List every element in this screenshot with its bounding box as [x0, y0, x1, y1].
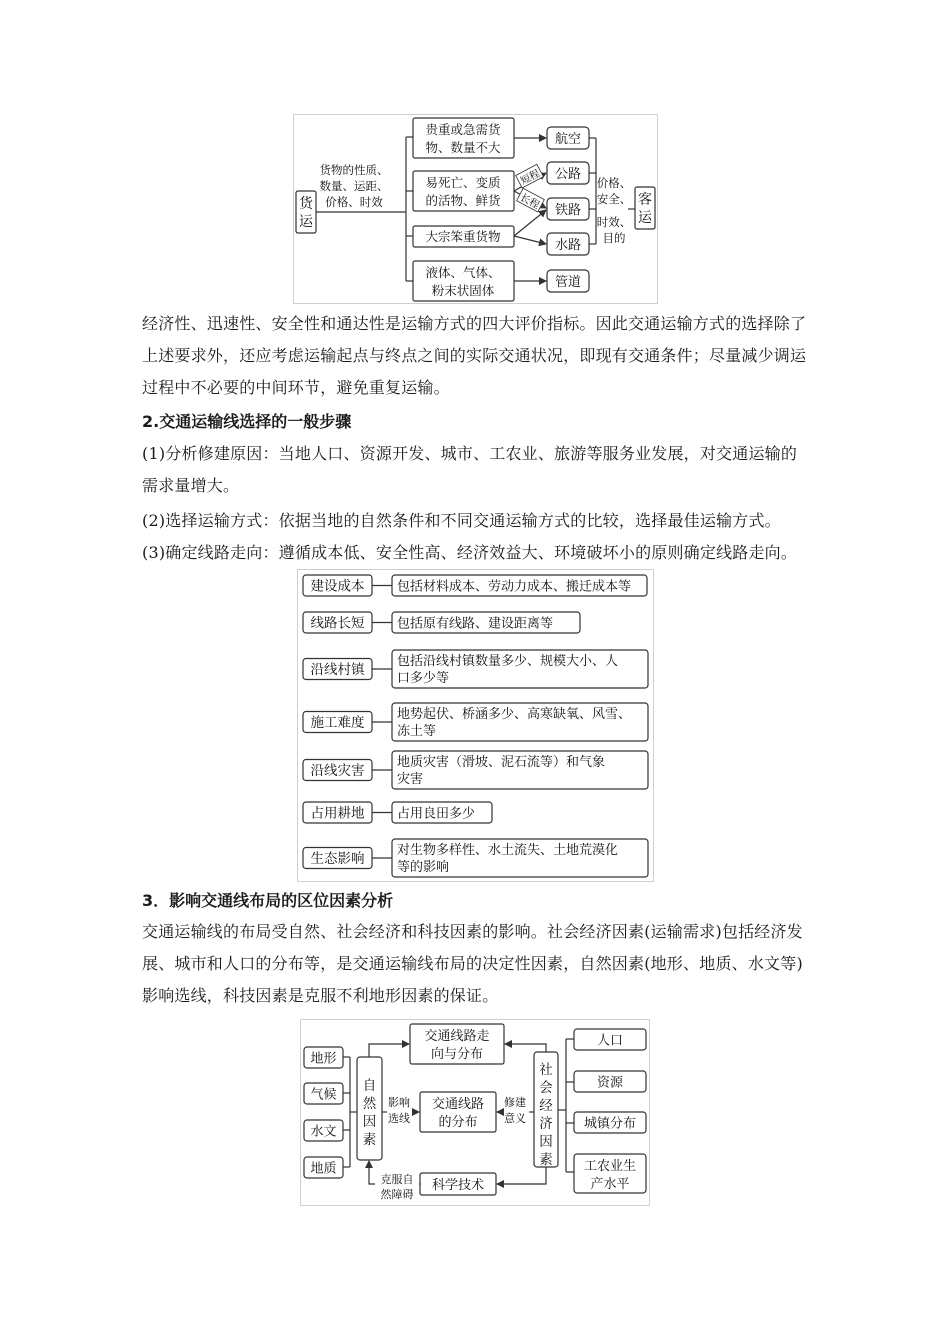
natural-factor-char: 素 — [362, 1132, 377, 1148]
natural-factor-char: 自 — [362, 1078, 377, 1094]
paragraph-location-factors: 交通运输线的布局受自然、社会经济和科技因素的影响。社会经济因素(运输需求)包括经济发展、城市和人口的分布等，是交通运输线布局的决定性因素，自然因素(地形、地质、水文等)影响选线，科技因素是克服不利地形因素的保证。 — [142, 922, 803, 1005]
mode-text: 水路 — [554, 238, 582, 253]
line-direction-text: 交通线路走 — [424, 1029, 490, 1044]
passenger-char: 客 — [638, 192, 652, 208]
factor-desc-text: 地势起伏、桥涵多少、高寒缺氧、风雪、 — [397, 707, 632, 722]
social-factor-char: 济 — [539, 1116, 553, 1132]
long-distance-label: 长程 — [518, 192, 541, 212]
natural-factor-char: 因 — [362, 1114, 377, 1130]
overcome-text: 然障碍 — [380, 1188, 414, 1201]
goods-text: 的活物、鲜货 — [425, 193, 501, 208]
factor-row — [303, 751, 648, 789]
factor-label: 生态影响 — [310, 851, 365, 867]
social-item: 人口 — [596, 1033, 624, 1049]
factor-desc-text: 包括沿线村镇数量多少、规模大小、人 — [397, 654, 619, 669]
criteria-text: 价格、时效 — [325, 195, 383, 209]
factor-desc-text: 等的影响 — [397, 860, 450, 875]
location-factors-diagram — [300, 1019, 650, 1206]
factor-row — [303, 839, 648, 877]
criteria-text: 数量、运距、 — [319, 179, 389, 193]
factor-desc-text: 包括原有线路、建设距离等 — [397, 616, 554, 632]
factor-desc-text: 对生物多样性、水土流失、土地荒漠化 — [397, 843, 619, 858]
passenger-criteria: 价格、 — [596, 176, 632, 190]
step-2: (2)选择运输方式：依据当地的自然条件和不同交通运输方式的比较，选择最佳运输方式。 — [142, 511, 781, 530]
factor-row — [303, 703, 648, 741]
social-item: 工农业生 — [583, 1159, 637, 1174]
social-factor-char: 经 — [539, 1098, 553, 1114]
overcome-text: 克服自 — [380, 1173, 414, 1186]
passenger-criteria: 目的 — [602, 231, 626, 245]
factor-label: 施工难度 — [310, 715, 365, 731]
mode-text: 公路 — [554, 167, 582, 182]
route-factors-diagram — [297, 569, 654, 882]
social-factor-char: 会 — [539, 1080, 553, 1096]
paragraph-evaluation: 经济性、迅速性、安全性和通达性是运输方式的四大评价指标。因此交通运输方式的选择除了上述要求外，还应考虑运输起点与终点之间的实际交通状况，即现有交通条件；尽量减少调运过程中不必要的中间环节，避免重复运输。 — [142, 314, 807, 397]
factor-label: 占用耕地 — [310, 805, 365, 822]
natural-item: 水文 — [310, 1124, 337, 1140]
line-direction-text: 向与分布 — [430, 1047, 484, 1062]
tech-text: 科学技术 — [431, 1178, 485, 1193]
natural-item: 气候 — [310, 1087, 337, 1103]
freight-char: 货 — [299, 196, 313, 212]
social-factor-char: 因 — [539, 1134, 553, 1150]
factor-row — [303, 575, 647, 596]
factor-desc-text: 占用良田多少 — [397, 806, 476, 822]
goods-text: 贵重或急需货 — [425, 122, 501, 137]
factor-label: 沿线村镇 — [310, 662, 365, 678]
freight-char: 运 — [299, 214, 313, 230]
social-item: 城镇分布 — [583, 1116, 637, 1132]
heading-location-factors: 3．影响交通线布局的区位因素分析 — [142, 891, 394, 910]
affect-route-text: 影响 — [388, 1096, 410, 1109]
construction-meaning-text: 意义 — [504, 1112, 526, 1125]
passenger-criteria: 时效、 — [596, 215, 632, 229]
criteria-text: 货物的性质、 — [319, 163, 389, 177]
natural-factor-char: 然 — [362, 1096, 377, 1112]
factor-desc-text: 冻土等 — [397, 724, 437, 739]
goods-text: 物、数量不大 — [425, 140, 501, 155]
factor-desc-text: 口多少等 — [397, 671, 450, 686]
social-item: 产水平 — [590, 1177, 630, 1192]
goods-text: 粉末状固体 — [431, 283, 495, 298]
factor-row — [303, 650, 648, 688]
passenger-criteria: 安全、 — [596, 192, 632, 206]
affect-route-text: 选线 — [388, 1112, 410, 1125]
social-factor-char: 社 — [539, 1062, 553, 1078]
factor-row — [303, 612, 580, 633]
social-item: 资源 — [596, 1075, 624, 1091]
factor-label: 建设成本 — [310, 578, 365, 595]
passenger-char: 运 — [638, 210, 652, 226]
factor-desc-text: 地质灾害（滑坡、泥石流等）和气象 — [397, 755, 606, 770]
short-distance-label: 短程 — [519, 168, 542, 188]
social-factor-char: 素 — [539, 1152, 553, 1168]
factor-desc-text: 灾害 — [397, 772, 424, 787]
goods-text: 大宗笨重货物 — [425, 229, 501, 244]
heading-steps: 2.交通运输线选择的一般步骤 — [142, 412, 352, 431]
natural-item: 地质 — [310, 1161, 337, 1177]
factor-desc-text: 包括材料成本、劳动力成本、搬迁成本等 — [397, 579, 632, 595]
factor-label: 线路长短 — [310, 615, 365, 632]
mode-text: 管道 — [554, 275, 582, 290]
construction-meaning-text: 修建 — [504, 1096, 526, 1109]
goods-text: 易死亡、变质 — [425, 175, 501, 190]
line-distribution-text: 交通线路 — [431, 1097, 485, 1112]
factor-row — [303, 802, 492, 823]
natural-item: 地形 — [310, 1051, 337, 1067]
step-1: (1)分析修建原因：当地人口、资源开发、城市、工农业、旅游等服务业发展，对交通运输的需求量增大。 — [142, 444, 798, 495]
mode-text: 铁路 — [554, 203, 582, 218]
factor-label: 沿线灾害 — [310, 763, 365, 779]
mode-text: 航空 — [554, 132, 582, 147]
freight-passenger-diagram — [293, 114, 658, 304]
line-distribution-text: 的分布 — [438, 1115, 478, 1130]
step-3: (3)确定线路走向：遵循成本低、安全性高、经济效益大、环境破坏小的原则确定线路走向。 — [142, 543, 798, 562]
goods-text: 液体、气体、 — [425, 265, 501, 280]
